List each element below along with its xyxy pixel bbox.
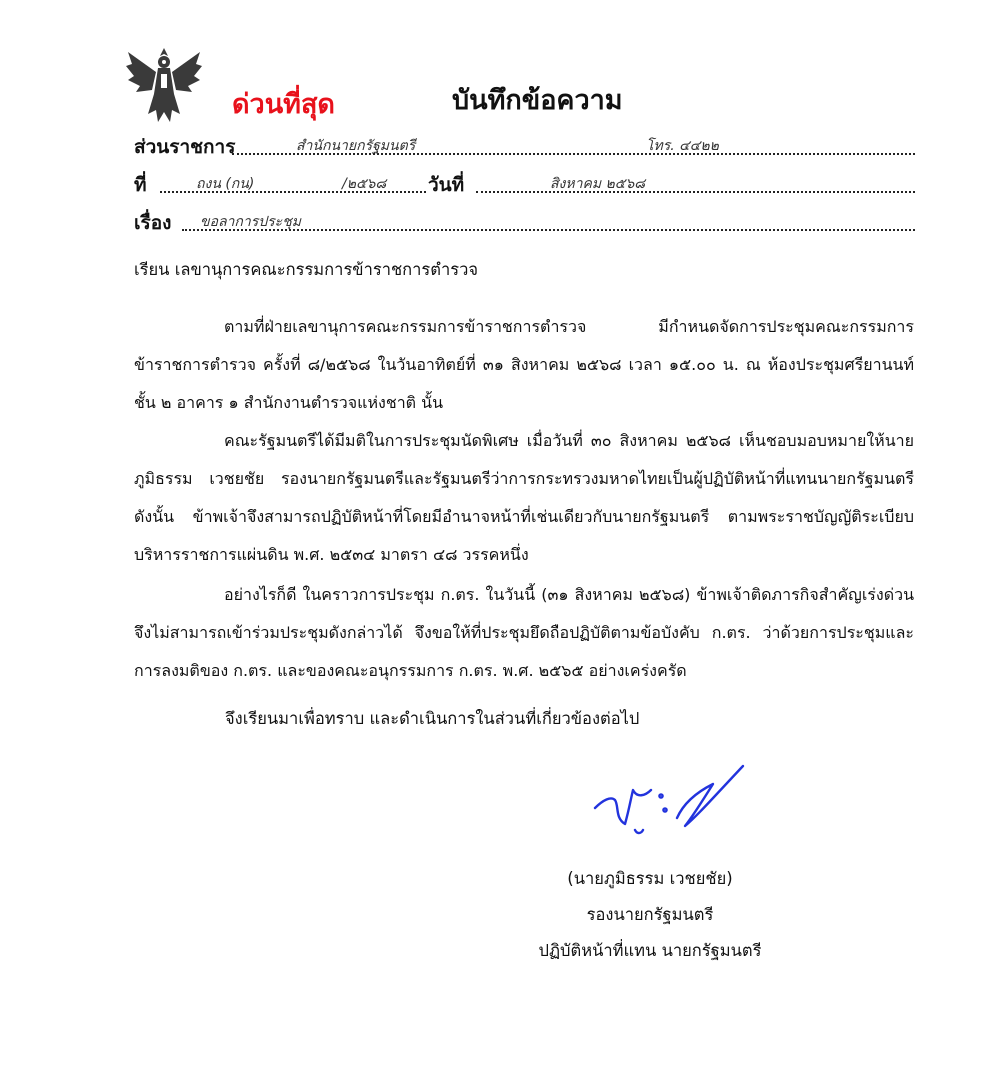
memo-title: บันทึกข้อความ (452, 85, 623, 116)
signatory-position: รองนายกรัฐมนตรี (586, 905, 714, 924)
agency-label: ส่วนราชการ (134, 136, 236, 158)
date-value: สิงหาคม ๒๕๖๘ (550, 176, 646, 192)
handwritten-signature (585, 760, 755, 840)
urgency-stamp: ด่วนที่สุด (232, 89, 335, 120)
ref-number: /๒๕๖๘ (342, 176, 387, 192)
phone-value: โทร. ๔๔๒๒ (646, 138, 719, 154)
ref-value: ถงน (กน) (196, 176, 255, 192)
closing-line: จึงเรียนมาเพื่อทราบ และดำเนินการในส่วนที่เกี่ยวข้องต่อไป (225, 709, 640, 728)
ref-label: ที่ (134, 174, 147, 196)
date-label: วันที่ (428, 174, 465, 196)
signatory-name: (นายภูมิธรรม เวชยชัย) (567, 869, 733, 888)
addressee: เรียน เลขานุการคณะกรรมการข้าราชการตำรวจ (134, 260, 479, 279)
body-paragraph-3: อย่างไรก็ดี ในคราวการประชุม ก.ตร. ในวันนี้ (๓๑ สิงหาคม ๒๕๖๘) ข้าพเจ้าติดภารกิจสำคัญเร่งด่วน จึงไม่สามารถเข้าร่วมประชุมดังกล่าวได้ จึงขอให้ที่ประชุมยึดถือปฏิบัติตามข้อบังคับ ก.ตร. ว่าด้วยการประชุมและการลงมติของ ก.ตร. และของคณะอนุกรรมการ ก.ตร. พ.ศ. ๒๕๖๕ อย่างเคร่งครัด (134, 585, 914, 680)
signatory-acting: ปฏิบัติหน้าที่แทน นายกรัฐมนตรี (538, 941, 762, 960)
body-paragraph-1: ตามที่ฝ่ายเลขานุการคณะกรรมการข้าราชการตำรวจ มีกำหนดจัดการประชุมคณะกรรมการข้าราชการตำรวจ ครั้งที่ ๘/๒๕๖๘ ในวันอาทิตย์ที่ ๓๑ สิงหาคม ๒๕๖๘ เวลา ๑๕.๐๐ น. ณ ห้องประชุมศรียานนท์ ชั้น ๒ อาคาร ๑ สำนักงานตำรวจแห่งชาติ นั้น (134, 317, 915, 412)
subject-value: ขอลาการประชุม (200, 214, 301, 230)
garuda-emblem-icon (124, 44, 204, 126)
agency-value: สำนักนายกรัฐมนตรี (296, 138, 416, 154)
subject-label: เรื่อง (134, 212, 172, 234)
body-paragraph-2: คณะรัฐมนตรีได้มีมติในการประชุมนัดพิเศษ เมื่อวันที่ ๓๐ สิงหาคม ๒๕๖๘ เห็นชอบมอบหมายให้นายภูมิธรรม เวชยชัย รองนายกรัฐมนตรีและรัฐมนตรีว่าการกระทรวงมหาดไทยเป็นผู้ปฏิบัติหน้าที่แทนนายกรัฐมนตรี ดังนั้น ข้าพเจ้าจึงสามารถปฏิบัติหน้าที่โดยมีอำนาจหน้าที่เช่นเดียวกับนายกรัฐมนตรี ตามพระราชบัญญัติระเบียบบริหารราชการแผ่นดิน พ.ศ. ๒๕๓๔ มาตรา ๔๘ วรรคหนึ่ง (134, 431, 914, 564)
date-dotted-line (476, 191, 915, 193)
